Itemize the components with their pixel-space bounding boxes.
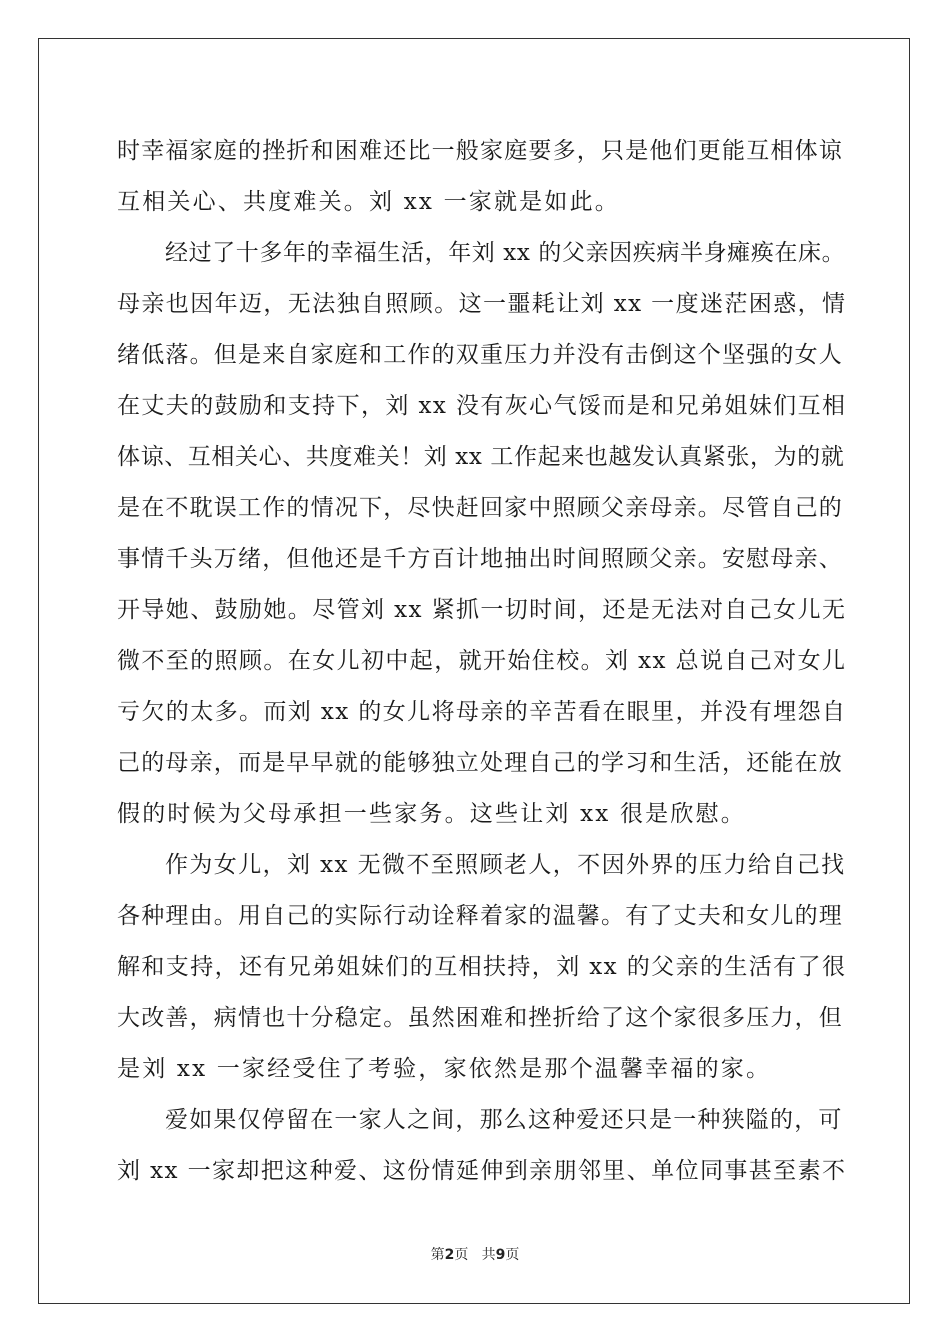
footer-page-total: 9	[495, 1247, 506, 1263]
page-footer	[0, 1244, 950, 1264]
text-line: 体谅、互相关心、共度难关！刘 xx 工作起来也越发认真紧张，为的就	[117, 444, 845, 470]
footer-total-unit: 页	[505, 1247, 520, 1263]
text-line: 解和支持，还有兄弟姐妹们的互相扶持，刘 xx 的父亲的生活有了很	[117, 954, 847, 980]
text-line: 亏欠的太多。而刘 xx 的女儿将母亲的辛苦看在眼里，并没有埋怨自	[117, 699, 847, 725]
text-line: 母亲也因年迈，无法独自照顾。这一噩耗让刘 xx 一度迷茫困惑，情	[117, 291, 847, 317]
text-line: 绪低落。但是来自家庭和工作的双重压力并没有击倒这个坚强的女人	[117, 342, 843, 368]
text-line: 在丈夫的鼓励和支持下，刘 xx 没有灰心气馁而是和兄弟姐妹们互相	[117, 393, 847, 419]
footer-total-prefix: 共	[481, 1247, 496, 1263]
text-line: 时幸福家庭的挫折和困难还比一般家庭要多，只是他们更能互相体谅	[117, 138, 843, 164]
text-line: 假的时候为父母承担一些家务。这些让刘 xx 很是欣慰。	[117, 801, 746, 827]
text-line: 作为女儿，刘 xx 无微不至照顾老人，不因外界的压力给自己找	[165, 852, 846, 878]
footer-page-unit: 页	[454, 1247, 469, 1263]
text-line: 微不至的照顾。在女儿初中起，就开始住校。刘 xx 总说自己对女儿	[117, 648, 847, 674]
text-line: 是在不耽误工作的情况下，尽快赶回家中照顾父亲母亲。尽管自己的	[117, 495, 843, 521]
footer-page-prefix: 第	[430, 1247, 445, 1263]
text-line: 大改善，病情也十分稳定。虽然困难和挫折给了这个家很多压力，但	[117, 1005, 843, 1031]
text-line: 互相关心、共度难关。刘 xx 一家就是如此。	[117, 189, 620, 215]
text-line: 刘 xx 一家却把这种爱、这份情延伸到亲朋邻里、单位同事甚至素不	[117, 1158, 847, 1184]
document-body	[117, 126, 847, 1197]
text-line: 各种理由。用自己的实际行动诠释着家的温馨。有了丈夫和女儿的理	[117, 903, 843, 929]
footer-page-current: 2	[444, 1247, 455, 1263]
text-line: 经过了十多年的幸福生活，年刘 xx 的父亲因疾病半身瘫痪在床。	[165, 240, 846, 266]
text-line: 是刘 xx 一家经受住了考验，家依然是那个温馨幸福的家。	[117, 1056, 772, 1082]
text-line: 事情千头万绪，但他还是千方百计地抽出时间照顾父亲。安慰母亲、	[117, 546, 843, 572]
text-line: 开导她、鼓励她。尽管刘 xx 紧抓一切时间，还是无法对自己女儿无	[117, 597, 847, 623]
text-line: 己的母亲，而是早早就的能够独立处理自己的学习和生活，还能在放	[117, 750, 843, 776]
text-line: 爱如果仅停留在一家人之间，那么这种爱还只是一种狭隘的，可	[165, 1107, 843, 1133]
